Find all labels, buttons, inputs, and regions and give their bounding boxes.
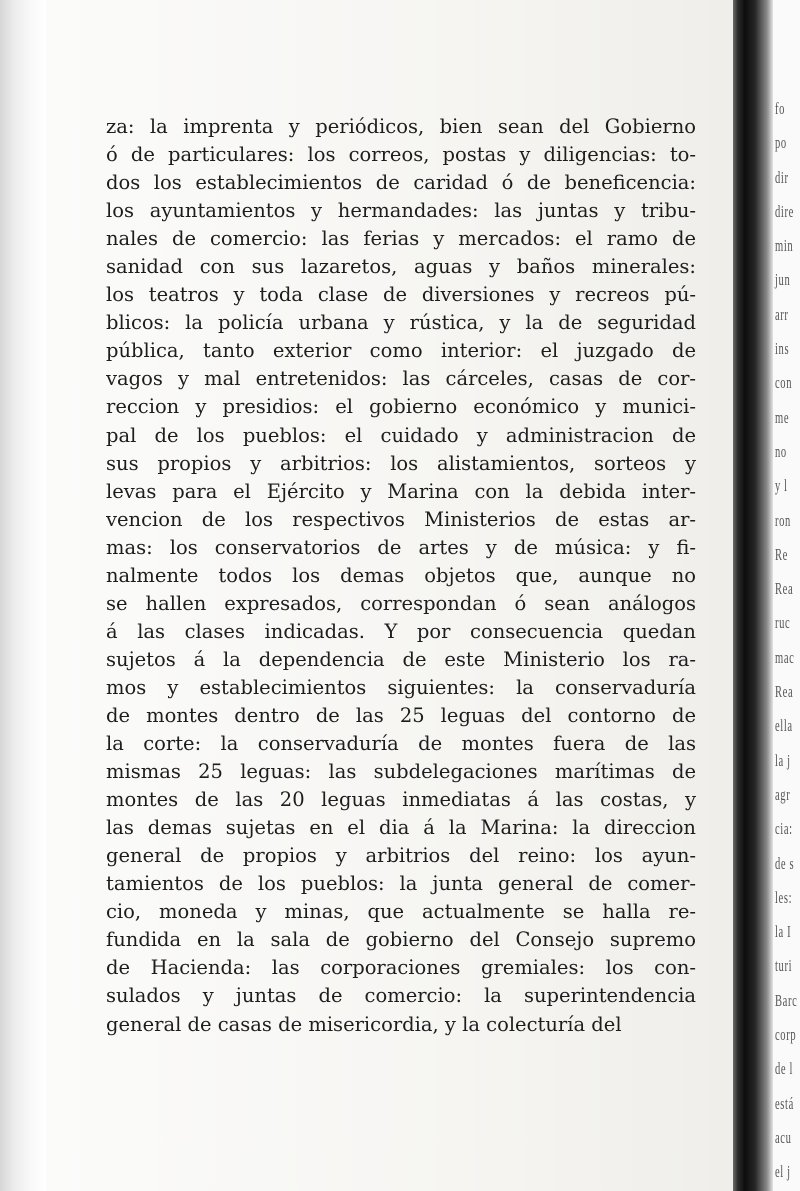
text-line-20: sujetos á la dependencia de este Ministerio los ra- [106,647,696,671]
text-line-29: cio, moneda y minas, que actualmente se halla re- [106,900,696,924]
facing-fragment: acu [775,1127,792,1147]
text-line-30: fundida en la sala de gobierno del Consejo supremo [106,928,696,952]
facing-fragment: Re [775,544,788,564]
facing-fragment: Rea [775,579,794,599]
facing-fragment: la j [775,750,791,770]
facing-fragment: está [775,1093,794,1113]
text-line-5: nales de comercio: las ferias y mercados: el ramo de [106,227,696,251]
text-line-2: ó de particulares: los correos, postas y diligencias: to- [106,143,696,167]
facing-fragment: les: [775,887,793,907]
facing-fragment: dire [775,201,794,221]
text-line-9: pública, tanto exterior como interior: el juzgado de [106,339,696,363]
text-line-25: montes de las 20 leguas inmediatas á las costas, y [106,788,696,812]
facing-page-fragments [775,92,800,1190]
facing-fragment: ins [775,339,790,359]
facing-fragment: min [775,236,794,256]
text-line-24: mismas 25 leguas: las subdelegaciones marítimas de [106,760,696,784]
facing-fragment: dir [775,167,789,187]
facing-fragment: fo [775,99,786,118]
text-line-23: la corte: la conservaduría de montes fuera de las [106,732,696,756]
facing-fragment: cia: [775,819,793,839]
text-line-21: mos y establecimientos siguientes: la conservaduría [106,675,696,699]
text-line-10: vagos y mal entretenidos: las cárceles, casas de cor- [106,367,696,391]
facing-fragment: ruc [775,613,791,633]
facing-fragment: ron [775,510,791,530]
text-line-8: blicos: la policía urbana y rústica, y la de seguridad [106,311,696,335]
facing-fragment: Barc [775,990,798,1010]
facing-fragment: me [775,407,790,427]
facing-fragment: corp [775,1025,797,1045]
text-line-4: los ayuntamientos y hermandades: las juntas y tribu- [106,199,696,223]
text-line-32: sulados y juntas de comercio: la superintendencia [106,984,696,1008]
text-line-22: de montes dentro de las 25 leguas del contorno de [106,703,696,727]
facing-fragment: po [775,133,787,153]
text-line-14: levas para el Ejército y Marina con la debida inter- [106,479,696,503]
facing-fragment: jun [775,270,791,290]
facing-fragment: con [775,373,793,393]
facing-fragment: ella [775,716,793,736]
facing-fragment: mac [775,647,795,667]
text-line-11: reccion y presidios: el gobierno económico y munici- [106,395,696,419]
text-line-26: las demas sujetas en el dia á la Marina: la direccion [106,816,696,840]
book-gutter [733,0,773,1191]
facing-fragment: turi [775,956,793,976]
facing-fragment: la I [775,922,792,942]
text-line-12: pal de los pueblos: el cuidado y administracion de [106,423,696,447]
text-line-27: general de propios y arbitrios del reino: los ayun- [106,844,696,868]
text-line-6: sanidad con sus lazaretos, aguas y baños minerales: [106,255,696,279]
text-line-1: za: la imprenta y periódicos, bien sean del Gobierno [106,115,696,138]
text-line-28: tamientos de los pueblos: la junta general de comer- [106,872,696,896]
text-line-19: á las clases indicadas. Y por consecuencia quedan [106,619,696,643]
text-line-15: vencion de los respectivos Ministerios de estas ar- [106,507,696,531]
text-line-16: mas: los conservatorios de artes y de música: y fi- [106,535,696,559]
page-body-text [106,113,696,1039]
facing-fragment: y l [775,476,788,496]
facing-fragment: agr [775,784,791,804]
text-line-33: general de casas de misericordia, y la colecturía del [106,1012,622,1036]
facing-fragment: el j [775,1162,791,1182]
binding-edge-left [0,0,46,1191]
facing-page-edge [773,0,800,1191]
text-line-13: sus propios y arbitrios: los alistamientos, sorteos y [106,451,696,475]
text-line-18: se hallen expresados, correspondan ó sean análogos [106,591,696,615]
text-line-3: dos los establecimientos de caridad ó de beneficencia: [106,171,696,195]
facing-fragment: de s [775,853,795,873]
facing-fragment: Rea [775,682,794,702]
facing-fragment: de l [775,1059,793,1079]
text-line-7: los teatros y toda clase de diversiones y recreos pú- [106,283,696,307]
facing-fragment: no [775,441,787,461]
facing-fragment: arr [775,304,789,324]
text-line-17: nalmente todos los demas objetos que, aunque no [106,563,696,587]
text-line-31: de Hacienda: las corporaciones gremiales: los con- [106,956,696,980]
